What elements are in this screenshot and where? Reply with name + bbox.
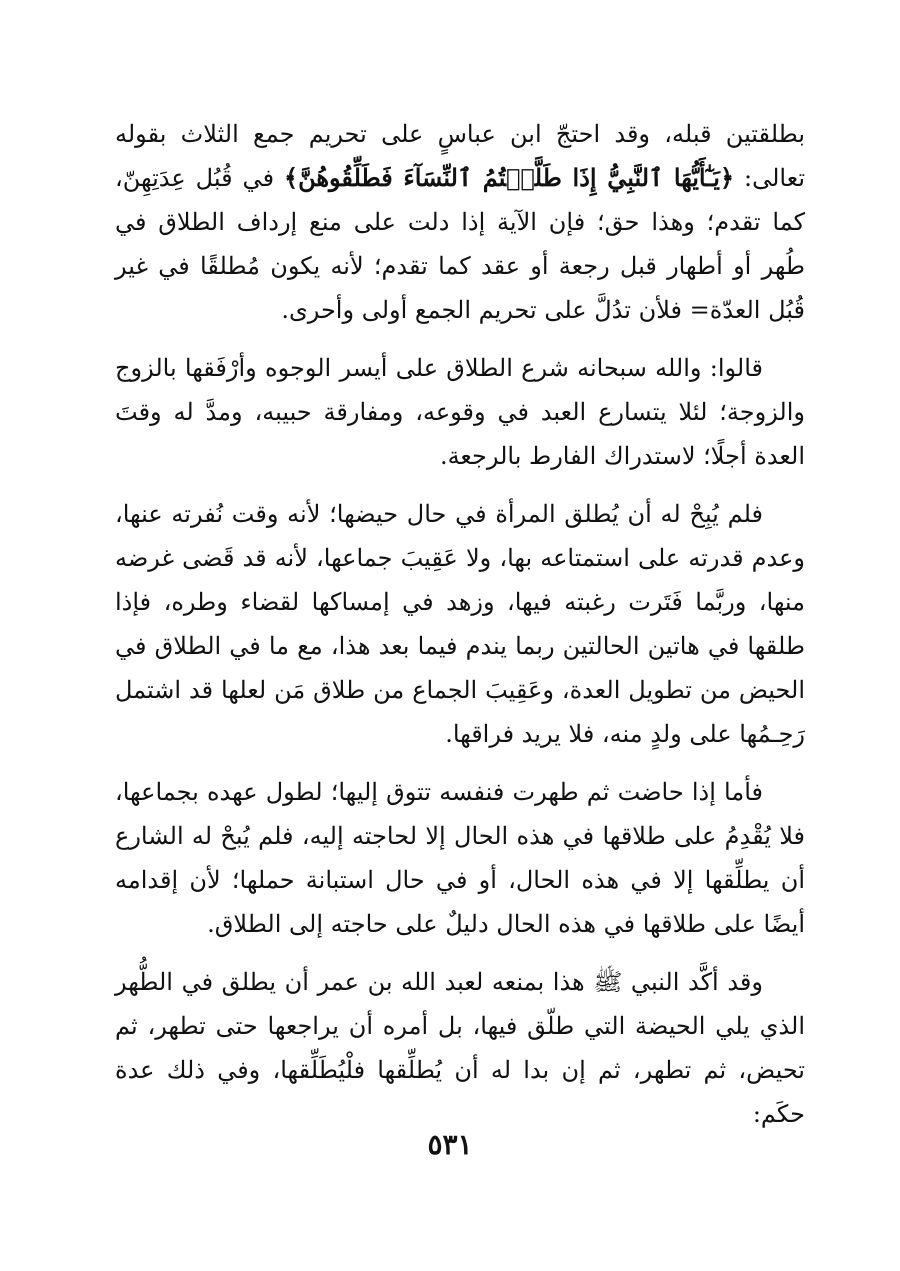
paragraph-4: فأما إذا حاضت ثم طهرت فنفسه تتوق إليها؛ لطول عهده بجماعها، فلا يُقْدِمُ على طلاقها في هذه الحال إلا لحاجته إليه، فلم يُبحْ له الشارع أن يطلِّقها إلا في هذه الحال، أو في حال استبانة حملها؛ لأن إقدامه أيضًا على طلاقها في هذه الحال دليلٌ على حاجته إلى الطلاق.	[115, 778, 805, 938]
paragraph-3: فلم يُبِحْ له أن يُطلق المرأة في حال حيضها؛ لأنه وقت نُفرته عنها، وعدم قدرته على استمتاعه بها، ولا عَقِيبَ جماعها، لأنه قد قَضى غرضه منها، وربَّما فَتَرت رغبته فيها، وزهد في إمساكها لقضاء وطره، فإذا طلقها في هاتين الحالتين ربما يندم فيما بعد هذا، مع ما في الطلاق في الحيض من تطويل العدة، وعَقِيبَ الجماع من طلاق مَن لعلها قد اشتمل رَحِـمُها على ولدٍ منه، فلا يريد فراقها.	[115, 500, 805, 748]
paragraph-5: وقد أكَّد النبي ﷺ هذا بمنعه لعبد الله بن عمر أن يطلق في الطُّهر الذي يلي الحيضة التي طلّق فيها، بل أمره أن يراجعها حتى تطهر، ثم تحيض، ثم تطهر، ثم إن بدا له أن يُطلِّقها فلْيُطَلِّقها، وفي ذلك عدة حكَم:	[115, 968, 805, 1128]
paragraph-1-intro: بطلقتين قبله، وقد احتجّ ابن عباسٍ على تحريم جمع الثلاث بقوله تعالى:	[115, 120, 806, 192]
paragraph-2: قالوا: والله سبحانه شرع الطلاق على أيسر الوجوه وأرْفَقها بالزوج والزوجة؛ لئلا يتسارع العبد في وقوعه، ومفارقة حبيبه، ومدَّ له وقتَ العدة أجلًا؛ لاستدراك الفارط بالرجعة.	[115, 354, 805, 470]
paragraph-1-continuation: في قُبُل عِدَتِهِنّ، كما تقدم؛ وهذا حق؛ فإن الآية إذا دلت على منع إرداف الطلاق في طُهر أو أطهار قبل رجعة أو عقد كما تقدم؛ لأنه يكون مُطلقًا في غير قُبُل العدّة= فلأن تدُلَّ على تحريم الجمع أولى وأحرى.	[115, 164, 805, 324]
page-body	[115, 112, 805, 1150]
paragraph-1	[115, 112, 805, 332]
quran-verse: ﴿يَـٰٓأَيُّهَا ٱلنَّبِيُّ إِذَا طَلَّقۡتُمُ ٱلنِّسَآءَ فَطَلِّقُوهُنَّ﴾	[284, 163, 735, 192]
page-number: ٥٣١	[427, 1128, 473, 1161]
